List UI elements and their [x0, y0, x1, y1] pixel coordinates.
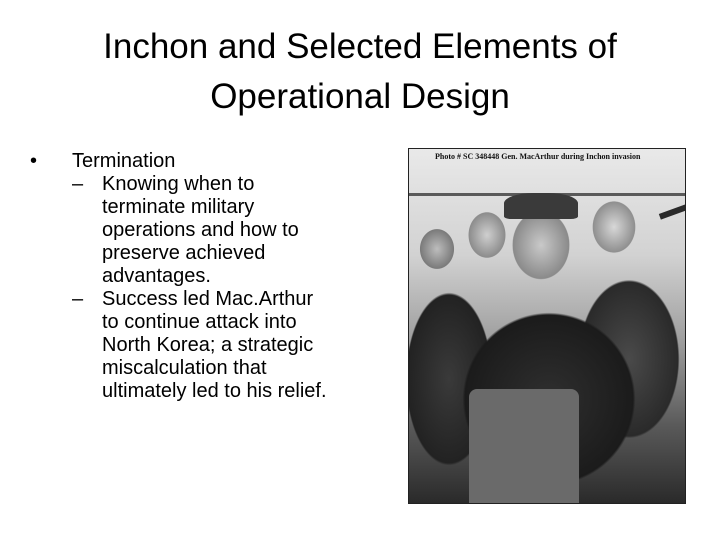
sub-bullet-line: operations and how to	[102, 219, 299, 241]
sub-bullet-knowing-when	[30, 173, 380, 288]
sub-bullet-dash: –	[72, 173, 84, 195]
macarthur-photo	[408, 148, 686, 504]
sub-bullet-line: Knowing when to	[102, 173, 255, 195]
sub-bullet-line: advantages.	[102, 265, 211, 287]
ship-gun-barrel	[659, 204, 686, 219]
slide-title-line-2: Operational Design	[210, 77, 510, 116]
sub-bullet-line: to continue attack into	[102, 311, 297, 333]
sub-bullet-line: ultimately led to his relief.	[102, 380, 327, 402]
bullet-label: Termination	[72, 150, 176, 172]
sub-bullet-line: North Korea; a strategic	[102, 334, 314, 356]
sub-bullet-line: Success led Mac.Arthur	[102, 288, 314, 310]
slide-title-line-1: Inchon and Selected Elements of	[103, 27, 617, 66]
bullet-termination	[30, 150, 380, 173]
sub-bullet-line: terminate military	[102, 196, 255, 218]
sub-bullet-dash: –	[72, 288, 84, 310]
photo-caption: Photo # SC 348448 Gen. MacArthur during Inchon invasion	[435, 152, 641, 161]
sub-bullet-list	[30, 173, 380, 403]
sub-bullet-success-led	[30, 288, 380, 403]
slide-body	[30, 150, 380, 403]
sub-bullet-line: preserve achieved	[102, 242, 266, 264]
slide-title	[20, 22, 700, 122]
sub-bullet-line: miscalculation that	[102, 357, 267, 379]
bullet-mark: •	[30, 150, 38, 172]
chair-seat	[469, 389, 579, 504]
general-cap	[504, 193, 578, 219]
